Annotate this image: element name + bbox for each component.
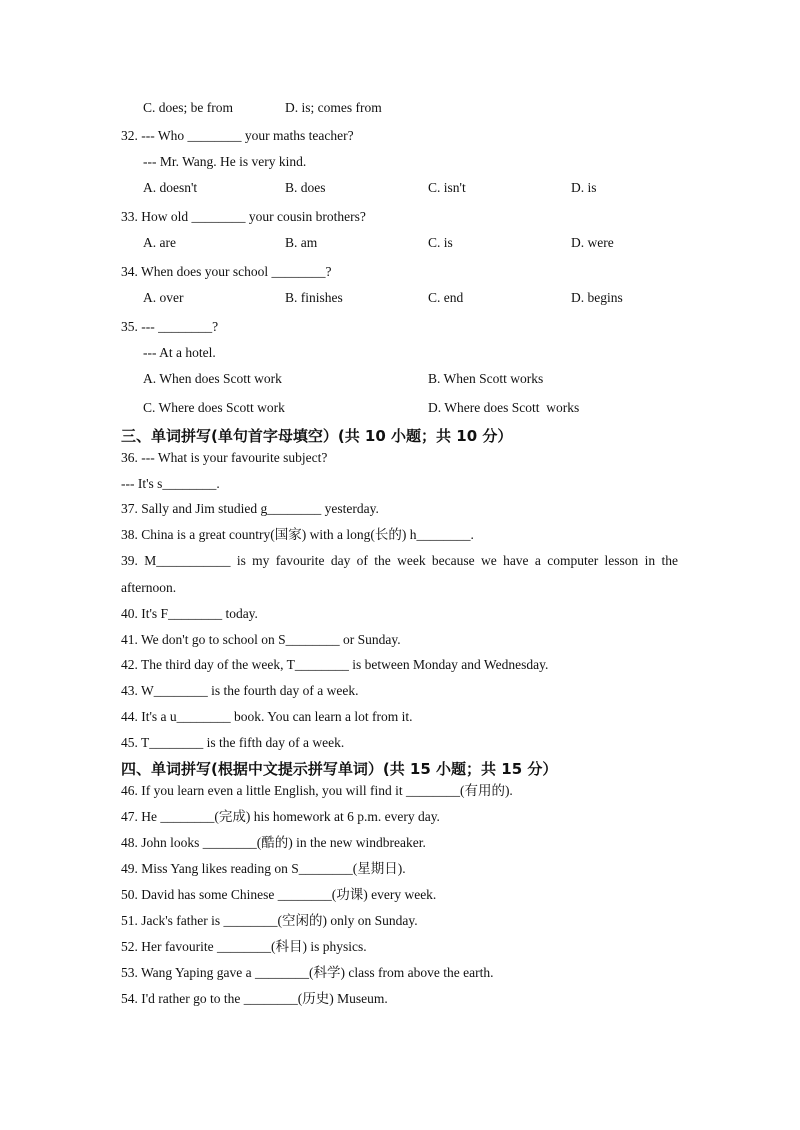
q52-stem: 52. Her favourite ________(科目) is physics. <box>121 939 367 954</box>
q40-stem: 40. It's F________ today. <box>121 606 258 621</box>
q43-stem: 43. W________ is the fourth day of a week. <box>121 683 359 698</box>
q35-stem: 35. --- ________? <box>121 319 219 334</box>
q32-option-a: A. doesn't <box>143 180 198 195</box>
q39-stem: 39. M___________ is my favourite day of the week because we have a computer lesson in the <box>121 553 678 568</box>
q31-option-c: C. does; be from <box>143 100 233 115</box>
q51-stem: 51. Jack's father is ________(空闲的) only on Sunday. <box>121 913 418 928</box>
q33-option-a: A. are <box>143 235 176 250</box>
q45-stem: 45. T________ is the fifth day of a week. <box>121 735 345 750</box>
q32-reply: --- Mr. Wang. He is very kind. <box>143 154 307 169</box>
q35-option-c: C. Where does Scott work <box>143 400 285 415</box>
q50-stem: 50. David has some Chinese ________(功课) every week. <box>121 887 437 902</box>
q32-stem: 32. --- Who ________ your maths teacher? <box>121 128 354 143</box>
q37-stem: 37. Sally and Jim studied g________ yesterday. <box>121 501 379 516</box>
section4-heading: 四、单词拼写(根据中文提示拼写单词）(共 15 小题；共 15 分） <box>121 760 558 778</box>
q54-stem: 54. I'd rather go to the ________(历史) Museum. <box>121 991 388 1006</box>
q38-stem: 38. China is a great country(国家) with a long(长的) h________. <box>121 527 474 542</box>
q36-answer: --- It's s________. <box>121 476 220 491</box>
q31-option-d: D. is; comes from <box>285 100 382 115</box>
q34-option-a: A. over <box>143 290 184 305</box>
q33-option-d: D. were <box>571 235 614 250</box>
q35-option-a: A. When does Scott work <box>143 371 282 386</box>
q49-stem: 49. Miss Yang likes reading on S________(星期日). <box>121 861 406 876</box>
q48-stem: 48. John looks ________(酷的) in the new windbreaker. <box>121 835 426 850</box>
q34-option-d: D. begins <box>571 290 623 305</box>
q34-option-b: B. finishes <box>285 290 343 305</box>
q47-stem: 47. He ________(完成) his homework at 6 p.m. every day. <box>121 809 440 824</box>
q34-stem: 34. When does your school ________? <box>121 264 332 279</box>
q35-option-d: D. Where does Scott works <box>428 400 580 415</box>
q39-continuation: afternoon. <box>121 580 177 595</box>
q32-option-b: B. does <box>285 180 326 195</box>
q32-option-c: C. isn't <box>428 180 466 195</box>
q32-option-d: D. is <box>571 180 597 195</box>
q33-option-c: C. is <box>428 235 453 250</box>
q42-stem: 42. The third day of the week, T________ is between Monday and Wednesday. <box>121 657 549 672</box>
q33-option-b: B. am <box>285 235 318 250</box>
q35-reply: --- At a hotel. <box>143 345 216 360</box>
q53-stem: 53. Wang Yaping gave a ________(科学) class from above the earth. <box>121 965 494 980</box>
q44-stem: 44. It's a u________ book. You can learn a lot from it. <box>121 709 413 724</box>
q36-stem: 36. --- What is your favourite subject? <box>121 450 328 465</box>
q46-stem: 46. If you learn even a little English, you will find it ________(有用的). <box>121 783 513 798</box>
section3-heading: 三、单词拼写(单句首字母填空）(共 10 小题；共 10 分） <box>121 427 513 445</box>
q35-option-b: B. When Scott works <box>428 371 544 386</box>
q33-stem: 33. How old ________ your cousin brothers? <box>121 209 366 224</box>
q41-stem: 41. We don't go to school on S________ or Sunday. <box>121 632 401 647</box>
q34-option-c: C. end <box>428 290 464 305</box>
